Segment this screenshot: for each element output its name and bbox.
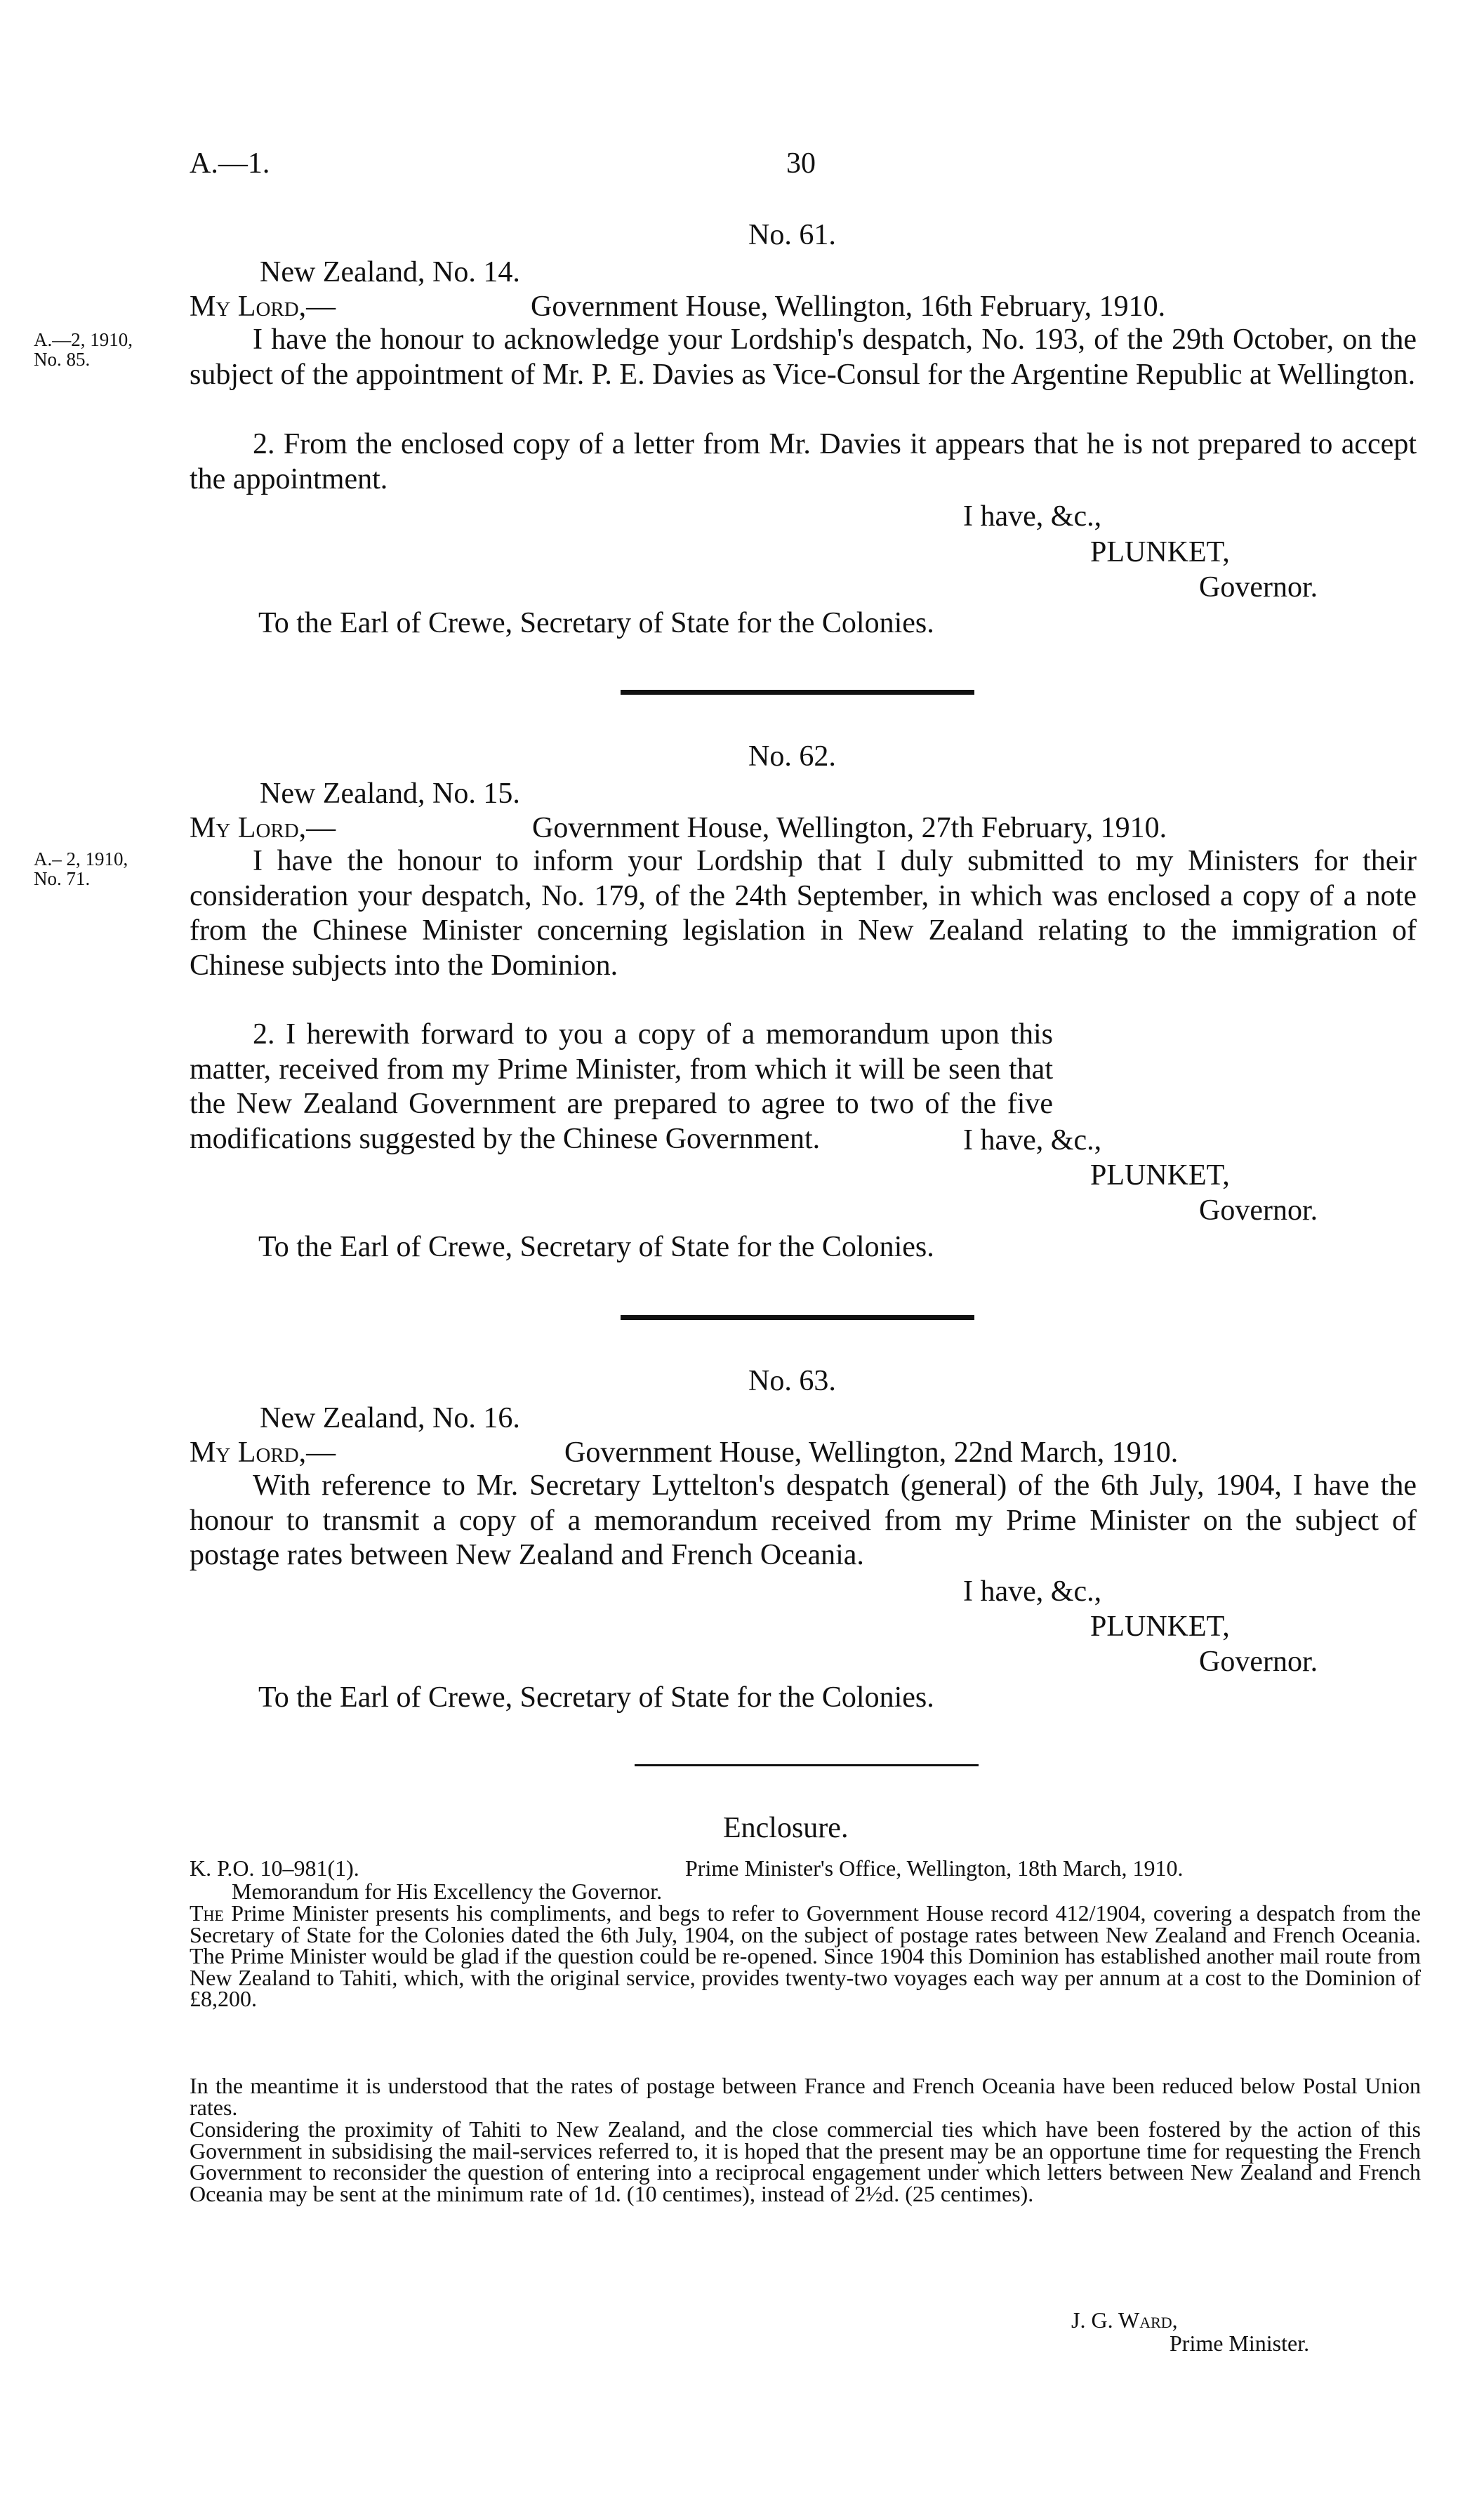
letter-62-number: No. 62. xyxy=(748,740,836,773)
letter-62-signatory-title: Governor. xyxy=(1199,1194,1318,1227)
letter-63-closing: I have, &c., xyxy=(963,1575,1102,1608)
letter-62-addressee: To the Earl of Crewe, Secretary of State for the Colonies. xyxy=(258,1231,934,1263)
letter-63-signatory-title: Governor. xyxy=(1199,1646,1318,1678)
letter-61-margin-ref-no: No. 85. xyxy=(34,349,91,370)
letter-61-place-date: Government House, Wellington, 16th February, 1910. xyxy=(531,291,1166,323)
enclosure-signatory: J. G. Ward, xyxy=(1071,2307,1178,2333)
letter-63-place-date: Government House, Wellington, 22nd March, 1910. xyxy=(564,1436,1179,1469)
enclosure-office-date: Prime Minister's Office, Wellington, 18th March, 1910. xyxy=(685,1855,1184,1881)
letter-62-closing: I have, &c., xyxy=(963,1124,1102,1156)
section-divider xyxy=(621,1315,974,1320)
enclosure-paragraph-2: In the meantime it is understood that the rates of postage between France and French Oceania have been reduced below Postal Union rates. xyxy=(190,2073,1421,2120)
letter-63-number: No. 63. xyxy=(748,1365,836,1397)
letter-62-paragraph-2: 2. I herewith forward to you a copy of a memorandum upon this matter, received from my Prime Minister, from which it will be seen that the New Zealand Government are prepared to agree to two of the five modifications suggested by the Chinese Government. xyxy=(190,1018,1053,1155)
letter-61-signatory-title: Governor. xyxy=(1199,571,1318,604)
letter-62-nz-number: New Zealand, No. 15. xyxy=(260,778,520,810)
letter-62-signature: PLUNKET, xyxy=(1090,1159,1230,1192)
letter-63-addressee: To the Earl of Crewe, Secretary of State for the Colonies. xyxy=(258,1681,934,1714)
letter-63-salutation: My Lord,— xyxy=(190,1436,336,1469)
letter-62-salutation: My Lord,— xyxy=(190,812,336,844)
page-series: A.—1. xyxy=(190,147,270,180)
letter-61-number: No. 61. xyxy=(748,219,836,251)
letter-61-paragraph-2: 2. From the enclosed copy of a letter from Mr. Davies it appears that he is not prepared to accept the appointment. xyxy=(190,428,1417,495)
letter-62-margin-ref-no: No. 71. xyxy=(34,868,91,889)
letter-63-nz-number: New Zealand, No. 16. xyxy=(260,1402,520,1434)
enclosure-paragraph-1 xyxy=(190,1902,1421,2010)
enclosure-paragraph-1-text: Prime Minister presents his compliments, and begs to refer to Government House record 412/1904, covering a despatch from the Secretary of State for the Colonies dated the 6th July, 1904, on the subject of postage rates between New Zealand and French Oceania. The Prime Minister would be glad if the question could be re-opened. Since 1904 this Dominion has established another mail route from New Zealand to Tahiti, which, with the original service, provides twenty-two voyages each way per annum at a cost to the Dominion of £8,200. xyxy=(190,1900,1422,2011)
enclosure-signatory-title: Prime Minister. xyxy=(1170,2331,1310,2356)
letter-61-closing: I have, &c., xyxy=(963,500,1102,533)
letter-62-place-date: Government House, Wellington, 27th February, 1910. xyxy=(532,812,1167,844)
section-divider xyxy=(621,690,974,695)
page-number: 30 xyxy=(786,147,816,180)
enclosure-paragraph-3: Considering the proximity of Tahiti to New Zealand, and the close commercial ties which have been fostered by the action of this Government in subsidising the mail-services referred to, it is hoped that the present may be an opportune time for requesting the French Government to reconsider the question of entering into a reciprocal engagement under which letters between New Zealand and French Oceania may be sent at the minimum rate of 1d. (10 centimes), instead of 2½d. (25 centimes). xyxy=(190,2116,1421,2206)
letter-63-signature: PLUNKET, xyxy=(1090,1611,1230,1643)
enclosure-memo-line: Memorandum for His Excellency the Governor. xyxy=(232,1879,663,1904)
letter-61-margin-ref: A.—2, 1910, xyxy=(34,329,133,350)
enclosure-heading: Enclosure. xyxy=(723,1812,849,1844)
letter-63-paragraph-1: With reference to Mr. Secretary Lyttelton's despatch (general) of the 6th July, 1904, I have the honour to transmit a copy of a memorandum received from my Prime Minister on the subject of postage rates between New Zealand and French Oceania. xyxy=(190,1469,1417,1571)
letter-61-paragraph-1: I have the honour to acknowledge your Lordship's despatch, No. 193, of the 29th October, on the subject of the appointment of Mr. P. E. Davies as Vice-Consul for the Argentine Republic at Wellington. xyxy=(190,324,1417,391)
enclosure-lead-word: The xyxy=(190,1900,224,1926)
enclosure-reference: K. P.O. 10–981(1). xyxy=(190,1855,359,1881)
letter-62-paragraph-1: I have the honour to inform your Lordship that I duly submitted to my Ministers for their consideration your despatch, No. 179, of the 24th September, in which was enclosed a copy of a note from the Chinese Minister concerning legislation in New Zealand relating to the immigration of Chinese subjects into the Dominion. xyxy=(190,845,1417,982)
section-divider xyxy=(635,1764,979,1766)
letter-62-margin-ref: A.– 2, 1910, xyxy=(34,848,128,869)
letter-61-nz-number: New Zealand, No. 14. xyxy=(260,256,520,288)
letter-61-signature: PLUNKET, xyxy=(1090,536,1230,568)
letter-61-addressee: To the Earl of Crewe, Secretary of State for the Colonies. xyxy=(258,607,934,639)
letter-61-salutation: My Lord,— xyxy=(190,291,336,323)
